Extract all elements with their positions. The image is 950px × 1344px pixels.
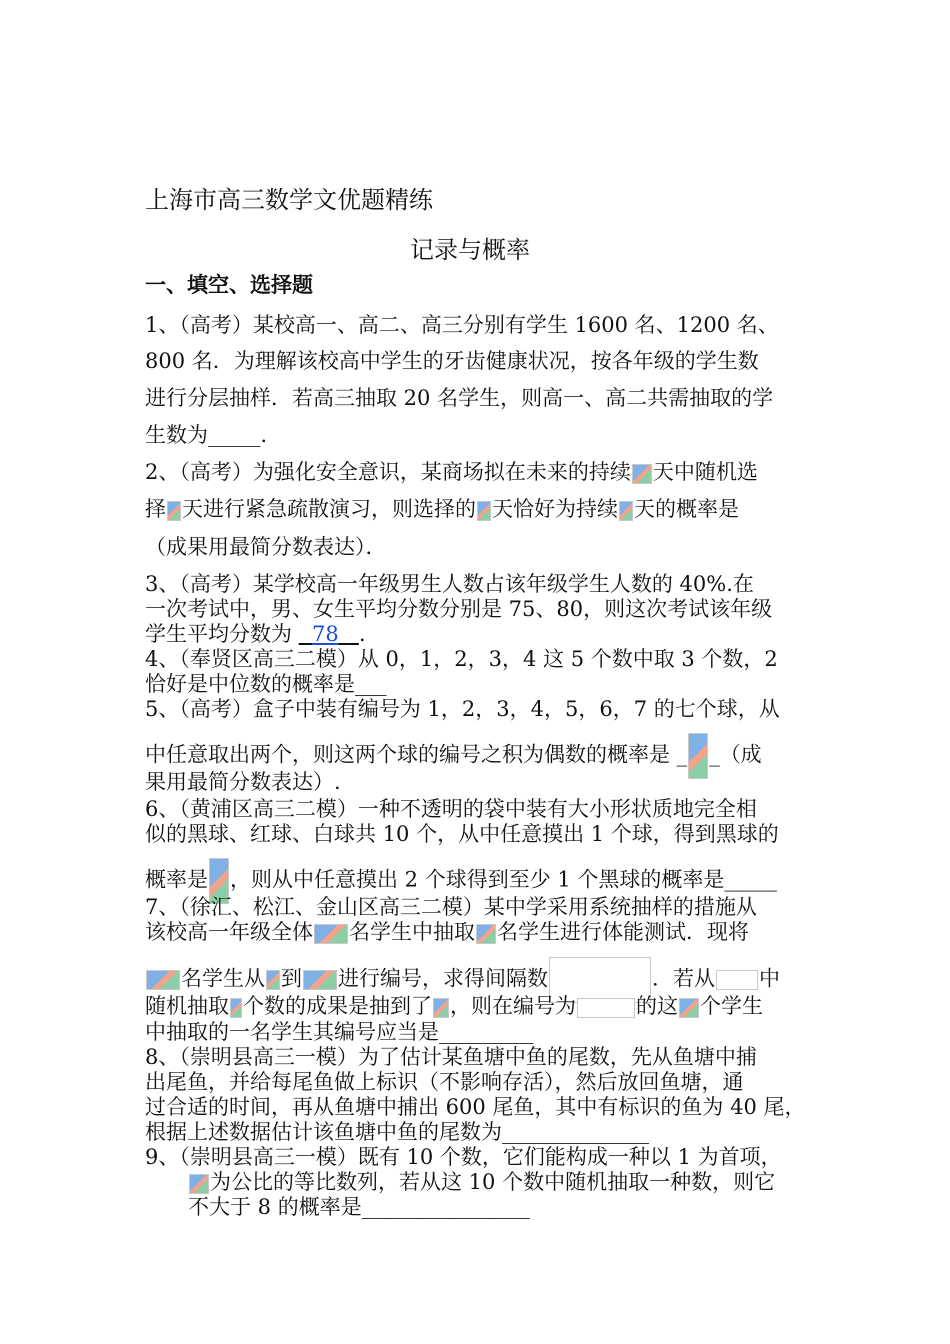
q1-line1: 1、（高考）某校高一、高二、高三分别有学生 1600 名、1200 名、 — [145, 313, 779, 337]
q7-text: 名学生进行体能测试．现将 — [497, 920, 749, 944]
q5-line3: 果用最简分数表达）. — [145, 770, 341, 794]
q5-text: 中任意取出两个，则这两个球的编号之积为偶数的概率是 _ — [145, 742, 688, 767]
q2-text: 天恰好为持续 — [492, 497, 618, 521]
formula-image-icon — [266, 970, 280, 990]
q7-text: 个学生 — [700, 994, 763, 1018]
formula-image-icon — [619, 501, 633, 521]
q3-answer-link[interactable]: 78 — [312, 622, 339, 646]
q7-text: 的这 — [636, 994, 678, 1018]
q3-text: . — [358, 622, 366, 646]
q8-line1: 8、（崇明县高三一模）为了估计某鱼塘中鱼的尾数，先从鱼塘中捕 — [145, 1045, 757, 1069]
formula-image-icon — [167, 501, 181, 521]
q7-line1: 7、（徐汇、松江、金山区高三二模）某中学采用系统抽样的措施从 — [145, 895, 757, 919]
doc-title: 上海市高三数学文优题精练 — [145, 186, 433, 214]
q2-line1 — [145, 460, 758, 484]
formula-image-icon — [632, 464, 652, 484]
q2-text: 择 — [145, 497, 166, 521]
q7-text: 名学生中抽取 — [349, 920, 475, 944]
q8-line2: 出尾鱼，并给每尾鱼做上标识（不影响存活），然后放回鱼塘，通 — [145, 1070, 744, 1094]
q1-line2: 800 名．为理解该校高中学生的牙齿健康状况，按各年级的学生数 — [145, 349, 759, 373]
q7-text: 中 — [759, 966, 780, 991]
q7-text: 随机抽取 — [145, 994, 229, 1018]
q3-answer-blank — [299, 622, 359, 646]
q5-line1: 5、（高考）盒子中装有编号为 1，2，3，4，5，6，7 的七个球，从 — [145, 697, 780, 721]
formula-image-icon — [679, 998, 699, 1018]
q7-text: 到 — [281, 966, 302, 991]
q7-text: ．若从 — [652, 966, 715, 991]
formula-image-icon — [476, 924, 496, 944]
q4-line2: 恰好是中位数的概率是___ — [145, 672, 387, 696]
q6-text: 概率是 — [145, 867, 208, 892]
q7-text: 个数的成果是抽到了 — [243, 994, 432, 1018]
formula-image-icon — [146, 970, 180, 990]
formula-image-icon — [189, 1174, 209, 1194]
q7-line5: 中抽取的一名学生其编号应当是_________ — [145, 1020, 534, 1044]
formula-image-icon — [577, 998, 635, 1018]
formula-image-icon — [477, 501, 491, 521]
q2-text: 天进行紧急疏散演习，则选择的 — [182, 497, 476, 521]
q9-line2 — [188, 1170, 775, 1194]
q8-line4: 根据上述数据估计该鱼塘中鱼的尾数为______________ — [145, 1120, 649, 1144]
q1-line4: 生数为_____． — [145, 423, 282, 447]
section-heading: 一、填空、选择题 — [145, 273, 313, 297]
q9-line1: 9、（崇明县高三一模）既有 10 个数，它们能构成一种以 1 为首项， — [145, 1145, 782, 1169]
q3-text: 学生平均分数为 — [145, 622, 299, 646]
q7-text: 名学生从 — [181, 966, 265, 991]
formula-image-icon — [230, 998, 242, 1018]
q2-line2 — [145, 497, 739, 521]
q5-text: _（成 — [709, 742, 762, 767]
fraction-image-icon — [688, 733, 708, 779]
q4-line1: 4、（奉贤区高三二模）从 0，1，2，3，4 这 5 个数中取 3 个数，2 — [145, 647, 778, 671]
q7-text: 该校高一年级全体 — [145, 920, 313, 944]
q9-line3: 不大于 8 的概率是________________ — [188, 1195, 530, 1219]
q6-line1: 6、（黄浦区高三二模）一种不透明的袋中装有大小形状质地完全相 — [145, 797, 757, 821]
doc-subtitle: 记录与概率 — [410, 236, 530, 264]
q3-line2: 一次考试中，男、女生平均分数分别是 75、80，则这次考试该年级 — [145, 597, 773, 621]
q7-line4 — [145, 994, 763, 1018]
q2-text: 天的概率是 — [634, 497, 739, 521]
q2-line3: （成果用最简分数表达）． — [145, 535, 387, 559]
formula-image-icon — [433, 998, 449, 1018]
q7-line2 — [145, 920, 749, 944]
q1-line3: 进行分层抽样．若高三抽取 20 名学生，则高一、高二共需抽取的学 — [145, 386, 774, 410]
formula-image-icon — [716, 970, 758, 990]
formula-image-icon — [314, 924, 348, 944]
q8-line3: 过合适的时间，再从鱼塘中捕出 600 尾鱼，其中有标识的鱼为 40 尾， — [145, 1095, 806, 1119]
q7-text: 进行编号，求得间隔数 — [338, 966, 548, 991]
formula-image-icon — [303, 970, 337, 990]
q3-line3 — [145, 622, 366, 646]
q2-text: 天中随机选 — [652, 460, 758, 484]
q9-text: 为公比的等比数列，若从这 10 个数中随机抽取一种数，则它 — [210, 1170, 776, 1194]
q3-line1: 3、（高考）某学校高一年级男生人数占该年级学生人数的 40%.在 — [145, 572, 754, 596]
q6-text: ，则从中任意摸出 2 个球得到至少 1 个黑球的概率是_____ — [230, 867, 777, 892]
q6-line2: 似的黑球、红球、白球共 10 个，从中任意摸出 1 个球，得到黑球的 — [145, 822, 779, 846]
q7-text: ，则在编号为 — [450, 994, 576, 1018]
q2-text: 2、（高考）为强化安全意识，某商场拟在未来的持续 — [145, 460, 631, 484]
